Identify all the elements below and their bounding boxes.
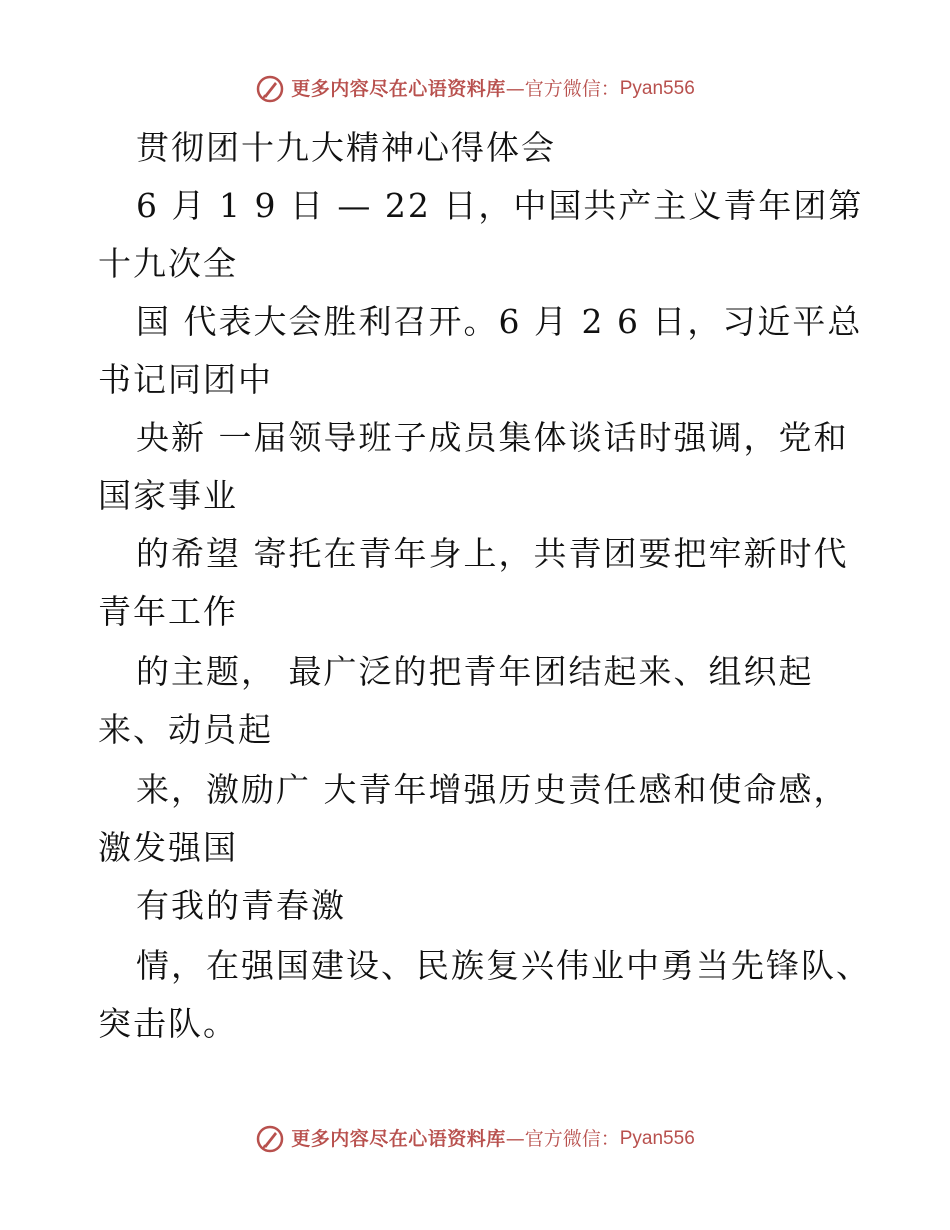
watermark-main: 更多内容尽在心语资料库 — [291, 1128, 506, 1150]
paragraph-line: 激发强国 — [98, 828, 238, 867]
watermark-banner-bottom — [0, 1124, 950, 1154]
watermark-separator: — — [505, 78, 525, 100]
watermark-sub: 官方微信： — [524, 1128, 620, 1150]
paragraph-line: 央新 一届领导班子成员集体谈话时强调，党和 — [136, 418, 849, 457]
watermark-text — [291, 1124, 695, 1154]
paragraph-line: 青年工作 — [98, 592, 238, 631]
paragraph-line: 的主题， 最广泛的把青年团结起来、组织起 — [136, 652, 814, 691]
paragraph-line: 6 月 1 9 日 — 22 日，中国共产主义青年团第 — [136, 186, 864, 225]
watermark-id: Pyan556 — [619, 78, 695, 99]
watermark-banner-top — [0, 74, 950, 104]
paragraph-line: 的希望 寄托在青年身上，共青团要把牢新时代 — [136, 534, 849, 573]
watermark-text — [291, 74, 695, 104]
document-title: 贯彻团十九大精神心得体会 — [136, 128, 556, 167]
paragraph-line: 书记同团中 — [98, 360, 273, 399]
paragraph-line: 情，在强国建设、民族复兴伟业中勇当先锋队、 — [136, 946, 871, 985]
quill-logo-icon — [255, 74, 285, 104]
quill-logo-icon — [255, 1124, 285, 1154]
paragraph-line: 有我的青春激 — [136, 886, 346, 925]
paragraph-line: 突击队。 — [98, 1004, 238, 1043]
watermark-main: 更多内容尽在心语资料库 — [291, 78, 506, 100]
paragraph-line: 国家事业 — [98, 476, 238, 515]
watermark-separator: — — [505, 1128, 525, 1150]
paragraph-line: 十九次全 — [98, 244, 238, 283]
watermark-id: Pyan556 — [619, 1128, 695, 1149]
watermark-sub: 官方微信： — [524, 78, 620, 100]
paragraph-line: 来、动员起 — [98, 710, 273, 749]
paragraph-line: 国 代表大会胜利召开。6 月 2 6 日，习近平总 — [136, 302, 863, 341]
paragraph-line: 来，激励广 大青年增强历史责任感和使命感， — [136, 770, 849, 809]
